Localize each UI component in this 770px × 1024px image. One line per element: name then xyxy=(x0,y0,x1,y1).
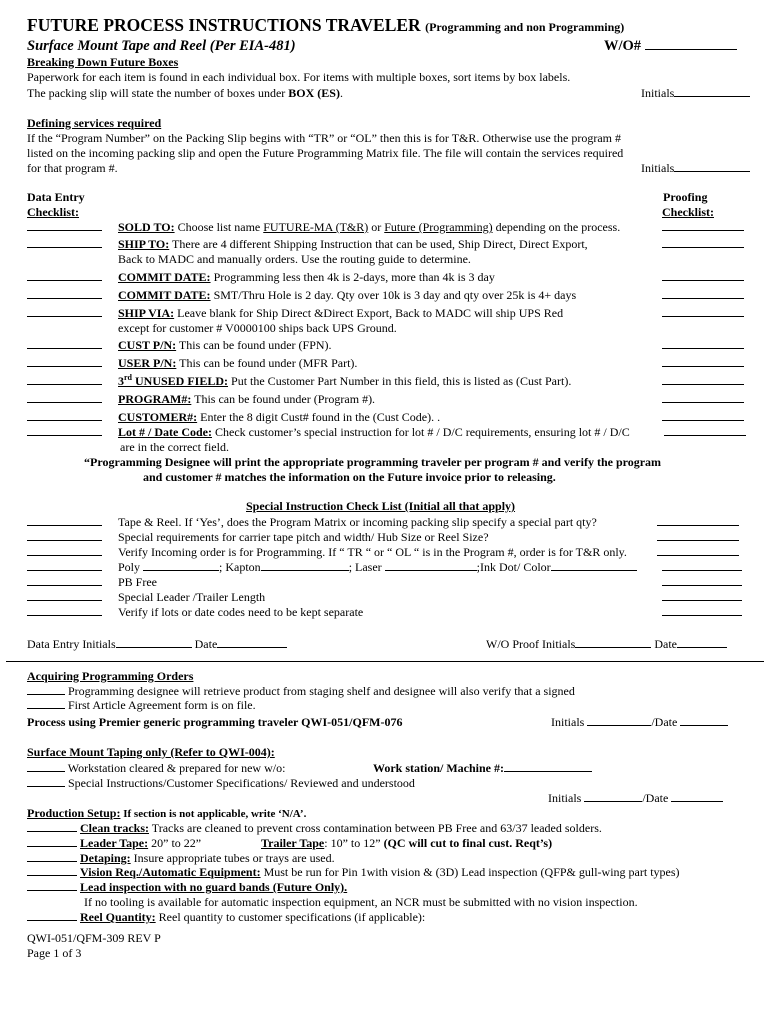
proofing-blank[interactable] xyxy=(657,515,739,529)
acquiring-initials-date: Initials /Date xyxy=(551,715,728,729)
wo-proof-initials-field[interactable] xyxy=(575,638,651,648)
proofing-blank[interactable] xyxy=(662,306,744,320)
data-entry-date-field[interactable] xyxy=(217,638,287,648)
checklist-row xyxy=(27,270,102,284)
checklist-item-program: PROGRAM#: This can be found under (Program #). xyxy=(118,392,376,406)
checklist-item-ship-to: SHIP TO: There are 4 different Shipping Instruction that can be used, Ship Direct, Direct Export, xyxy=(118,237,588,251)
smt-initials-date: Initials /Date xyxy=(548,791,723,805)
data-entry-signoff: Data Entry Initials Date xyxy=(27,637,287,651)
data-entry-blank[interactable] xyxy=(27,375,102,385)
proofing-checklist-head: Checklist: xyxy=(662,205,714,219)
data-entry-blank[interactable] xyxy=(27,339,102,349)
proofing-blank[interactable] xyxy=(662,590,742,604)
checklist-item-ship-via-cont: except for customer # V0000100 ships back UPS Ground. xyxy=(118,321,397,335)
proofing-blank[interactable] xyxy=(662,288,744,302)
data-entry-blank[interactable] xyxy=(27,271,102,281)
special-heading: Special Instruction Check List (Initial all that apply) xyxy=(246,499,516,513)
data-entry-blank[interactable] xyxy=(27,307,102,317)
special-row xyxy=(27,590,102,604)
breaking-down-line2: The packing slip will state the number of boxes under BOX (ES). xyxy=(27,86,343,100)
special-item-pb-free: PB Free xyxy=(118,575,157,589)
proofing-blank[interactable] xyxy=(662,374,744,388)
proofing-blank[interactable] xyxy=(662,270,744,284)
proofing-blank[interactable] xyxy=(657,530,739,544)
data-entry-blank[interactable] xyxy=(27,561,102,571)
defining-initials[interactable]: Initials xyxy=(641,161,750,175)
production-vision: Vision Req./Automatic Equipment: Must be run for Pin 1with vision & (3D) Lead inspection (QFP& gull-wing part types) xyxy=(27,865,680,879)
proofing-blank[interactable] xyxy=(662,410,744,424)
breaking-down-line1: Paperwork for each item is found in each individual box. For items with multiple boxes, sort items by box labels. xyxy=(27,70,571,84)
data-entry-blank[interactable] xyxy=(27,576,102,586)
checklist-item-commit-date-smt: COMMIT DATE: SMT/Thru Hole is 2 day. Qty over 10k is 3 day and qty over 25k is 4+ days xyxy=(118,288,577,302)
production-reel-quantity: Reel Quantity: Reel quantity to customer specifications (if applicable): xyxy=(27,910,425,924)
defining-heading: Defining services required xyxy=(27,116,162,130)
data-entry-blank[interactable] xyxy=(27,546,102,556)
production-lead-inspection-text: If no tooling is available for automatic inspection equipment, an NCR must be submitted with no vision inspection. xyxy=(84,895,638,909)
smt-heading: Surface Mount Taping only (Refer to QWI-004): xyxy=(27,745,275,759)
poly-field[interactable] xyxy=(143,561,219,571)
data-entry-initials-field[interactable] xyxy=(116,638,192,648)
data-entry-blank[interactable] xyxy=(27,531,102,541)
checklist-item-unused-field: 3rd UNUSED FIELD: Put the Customer Part Number in this field, this is listed as (Cust Part). xyxy=(118,373,572,388)
checklist-row xyxy=(27,425,102,439)
acquiring-heading: Acquiring Programming Orders xyxy=(27,669,194,683)
defining-line1: If the “Program Number” on the Packing Slip begins with “TR” or “OL” then this is for T&R. Otherwise use the program # xyxy=(27,131,621,145)
proofing-blank[interactable] xyxy=(662,605,742,619)
checklist-row xyxy=(27,374,102,388)
proofing-blank[interactable] xyxy=(664,425,746,439)
checklist-row xyxy=(27,220,102,234)
smt-line2: Special Instructions/Customer Specifications/ Reviewed and understood xyxy=(27,776,415,790)
special-row xyxy=(27,560,102,574)
data-entry-blank[interactable] xyxy=(27,411,102,421)
production-lead-inspection: Lead inspection with no guard bands (Future Only). xyxy=(27,880,347,894)
proofing-blank[interactable] xyxy=(662,356,744,370)
acquiring-process: Process using Premier generic programming traveler QWI-051/QFM-076 xyxy=(27,715,403,729)
defining-line2: listed on the incoming packing slip and open the Future Programming Matrix file. The file will contain the services required xyxy=(27,146,624,160)
proofing-blank[interactable] xyxy=(662,392,744,406)
checklist-row xyxy=(27,356,102,370)
checklist-row xyxy=(27,392,102,406)
production-clean-tracks: Clean tracks: Tracks are cleaned to prevent cross contamination between PB Free and 63/37 leaded solders. xyxy=(27,821,602,835)
checklist-row xyxy=(27,410,102,424)
proofing-blank[interactable] xyxy=(657,545,739,559)
checklist-item-commit-date-prog: COMMIT DATE: Programming less then 4k is 2-days, more than 4k is 3 day xyxy=(118,270,495,284)
checklist-item-customer: CUSTOMER#: Enter the 8 digit Cust# found in the (Cust Code). . xyxy=(118,410,441,424)
smt-initials-field[interactable] xyxy=(584,792,642,802)
laser-field[interactable] xyxy=(385,561,477,571)
acquiring-line2: First Article Agreement form is on file. xyxy=(27,698,256,712)
wo-proof-signoff: W/O Proof Initials Date xyxy=(486,637,727,651)
proofing-blank[interactable] xyxy=(662,237,744,251)
smt-line1: Workstation cleared & prepared for new w/o: xyxy=(27,761,285,775)
special-item-lots-date-codes: Verify if lots or date codes need to be kept separate xyxy=(118,605,364,619)
data-entry-blank[interactable] xyxy=(27,221,102,231)
data-entry-blank[interactable] xyxy=(27,289,102,299)
special-item-poly-kapton-laser: Poly ; Kapton ; Laser ;Ink Dot/ Color xyxy=(118,560,637,574)
smt-date-field[interactable] xyxy=(671,792,723,802)
acquiring-initials-field[interactable] xyxy=(587,716,651,726)
data-entry-blank[interactable] xyxy=(27,606,102,616)
data-entry-blank[interactable] xyxy=(27,393,102,403)
special-item-tape-reel: Tape & Reel. If ‘Yes’, does the Program Matrix or incoming packing slip specify a special part qty? xyxy=(118,515,597,529)
data-entry-blank[interactable] xyxy=(27,591,102,601)
proofing-blank[interactable] xyxy=(662,575,742,589)
production-trailer-tape: Trailer Tape: 10” to 12” (QC will cut to final cust. Reqt’s) xyxy=(261,836,553,850)
wo-proof-date-field[interactable] xyxy=(677,638,727,648)
defining-line3: for that program #. xyxy=(27,161,118,175)
kapton-field[interactable] xyxy=(261,561,349,571)
checklist-row xyxy=(27,288,102,302)
special-row xyxy=(27,515,102,529)
production-leader-trailer: Leader Tape: 20” to 22” xyxy=(27,836,201,850)
production-detaping: Detaping: Insure appropriate tubes or trays are used. xyxy=(27,851,335,865)
wo-number-field[interactable]: W/O# xyxy=(604,38,737,55)
section-divider xyxy=(6,661,764,662)
checklist-row xyxy=(27,338,102,352)
breaking-down-heading: Breaking Down Future Boxes xyxy=(27,55,179,69)
footer-page-number: Page 1 of 3 xyxy=(27,946,82,960)
data-entry-head: Data Entry xyxy=(27,190,85,204)
checklist-row xyxy=(27,306,102,320)
designee-note-line2: and customer # matches the information on the Future invoice prior to releasing. xyxy=(143,470,556,484)
proofing-blank[interactable] xyxy=(662,338,744,352)
breaking-down-initials[interactable]: Initials xyxy=(641,86,750,100)
acquiring-line1: Programming designee will retrieve product from staging shelf and designee will also verify that a signed xyxy=(27,684,575,698)
production-heading: Production Setup: If section is not applicable, write ‘N/A’. xyxy=(27,806,307,820)
proofing-head: Proofing xyxy=(663,190,708,204)
proofing-blank[interactable] xyxy=(662,220,744,234)
special-row xyxy=(27,545,102,559)
special-item-verify-programming: Verify Incoming order is for Programming. If “ TR “ or “ OL “ is in the Program #, order is for T&R only. xyxy=(118,545,627,559)
checklist-item-lot-date-code: Lot # / Date Code: Check customer’s special instruction for lot # / D/C requirements, ensuring lot # / D/C xyxy=(118,425,630,439)
footer-doc-number: QWI-051/QFM-309 REV P xyxy=(27,931,161,945)
special-row xyxy=(27,530,102,544)
special-item-leader-trailer: Special Leader /Trailer Length xyxy=(118,590,266,604)
checklist-item-lot-date-code-cont: are in the correct field. xyxy=(120,440,229,454)
page-subtitle: Surface Mount Tape and Reel (Per EIA-481) xyxy=(27,38,296,54)
checklist-item-cust-pn: CUST P/N: This can be found under (FPN). xyxy=(118,338,332,352)
workstation-machine-field[interactable] xyxy=(504,762,592,772)
checklist-row xyxy=(27,237,102,251)
data-entry-blank[interactable] xyxy=(27,357,102,367)
data-entry-blank[interactable] xyxy=(27,516,102,526)
data-entry-blank[interactable] xyxy=(27,238,102,248)
designee-note-line1: “Programming Designee will print the appropriate programming traveler per program # and verify the program xyxy=(84,455,662,469)
data-entry-blank[interactable] xyxy=(27,426,102,436)
special-row xyxy=(27,605,102,619)
ink-dot-color-field[interactable] xyxy=(551,561,637,571)
acquiring-date-field[interactable] xyxy=(680,716,728,726)
checklist-item-user-pn: USER P/N: This can be found under (MFR Part). xyxy=(118,356,358,370)
checklist-item-sold-to: SOLD TO: Choose list name FUTURE-MA (T&R) or Future (Programming) depending on the process. xyxy=(118,220,621,234)
special-item-carrier-tape: Special requirements for carrier tape pitch and width/ Hub Size or Reel Size? xyxy=(118,530,489,544)
proofing-blank[interactable] xyxy=(662,560,742,574)
checklist-item-ship-to-cont: Back to MADC and manually orders. Use the routing guide to determine. xyxy=(118,252,471,266)
special-row xyxy=(27,575,102,589)
workstation-machine: Work station/ Machine #: xyxy=(373,761,592,775)
page-title: FUTURE PROCESS INSTRUCTIONS TRAVELER (Programming and non Programming) xyxy=(27,15,625,35)
checklist-item-ship-via: SHIP VIA: Leave blank for Ship Direct &Direct Export, Back to MADC will ship UPS Red xyxy=(118,306,564,320)
data-entry-checklist-head: Checklist: xyxy=(27,205,79,219)
